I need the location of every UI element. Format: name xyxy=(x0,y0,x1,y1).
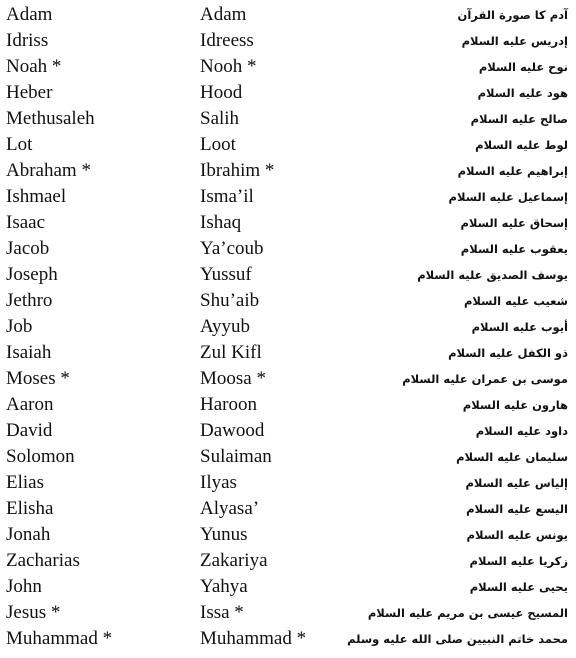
transliterated-name: Yahya xyxy=(200,576,248,597)
arabic-name: هود عليه السلام xyxy=(477,86,568,100)
table-row xyxy=(0,54,576,80)
transliterated-name: Loot xyxy=(200,134,236,155)
arabic-name: المسيح عيسى بن مريم عليه السلام xyxy=(367,606,568,620)
english-name: Isaiah xyxy=(6,342,52,363)
transliterated-name: Salih xyxy=(200,108,240,129)
arabic-name: موسى بن عمران عليه السلام xyxy=(402,372,568,386)
transliterated-name: Yussuf xyxy=(200,264,252,285)
english-name: Jesus * xyxy=(6,602,61,623)
transliterated-name: Zakariya xyxy=(200,550,268,571)
english-name: Elisha xyxy=(6,498,54,519)
table-row xyxy=(0,522,576,548)
table-row xyxy=(0,418,576,444)
table-row xyxy=(0,236,576,262)
english-name: Aaron xyxy=(6,394,54,415)
english-name: Lot xyxy=(6,134,33,155)
arabic-name: اليسع عليه السلام xyxy=(466,502,568,516)
english-name: Elias xyxy=(6,472,44,493)
arabic-name: إدريس عليه السلام xyxy=(461,34,568,48)
prophets-name-table xyxy=(0,2,576,652)
table-row xyxy=(0,366,576,392)
transliterated-name: Hood xyxy=(200,82,243,103)
transliterated-name: Yunus xyxy=(200,524,248,545)
english-name: Methusaleh xyxy=(6,108,95,129)
arabic-name: أيوب عليه السلام xyxy=(471,320,568,334)
english-name: Jethro xyxy=(6,290,53,311)
table-row xyxy=(0,444,576,470)
transliterated-name: Ibrahim * xyxy=(200,160,275,181)
table-row xyxy=(0,132,576,158)
transliterated-name: Dawood xyxy=(200,420,265,441)
table-row xyxy=(0,158,576,184)
arabic-name: ذو الكفل عليه السلام xyxy=(448,346,568,360)
table-row xyxy=(0,496,576,522)
table-row xyxy=(0,2,576,28)
transliterated-name: Ayyub xyxy=(200,316,250,337)
english-name: Muhammad * xyxy=(6,628,113,649)
arabic-name: آدم كا صورة القرآن xyxy=(457,8,568,22)
transliterated-name: Ilyas xyxy=(200,472,237,493)
transliterated-name: Nooh * xyxy=(200,56,257,77)
arabic-name: هارون عليه السلام xyxy=(462,398,568,412)
arabic-name: صالح عليه السلام xyxy=(470,112,568,126)
arabic-name: داود عليه السلام xyxy=(475,424,568,438)
table-row xyxy=(0,340,576,366)
english-name: Job xyxy=(6,316,33,337)
table-row xyxy=(0,262,576,288)
transliterated-name: Alyasa’ xyxy=(200,498,260,519)
table-row xyxy=(0,314,576,340)
english-name: Adam xyxy=(6,4,53,25)
table-row xyxy=(0,288,576,314)
english-name: Solomon xyxy=(6,446,75,467)
english-name: Abraham * xyxy=(6,160,91,181)
transliterated-name: Isma’il xyxy=(200,186,254,207)
english-name: Noah * xyxy=(6,56,62,77)
arabic-name: زكريا عليه السلام xyxy=(469,554,568,568)
table-row xyxy=(0,106,576,132)
arabic-name: يحيى عليه السلام xyxy=(469,580,568,594)
arabic-name: شعيب عليه السلام xyxy=(463,294,568,308)
english-name: John xyxy=(6,576,42,597)
english-name: Idriss xyxy=(6,30,49,51)
arabic-name: محمد خاتم النبيين صلى الله عليه وسلم xyxy=(347,632,568,646)
transliterated-name: Sulaiman xyxy=(200,446,272,467)
table-row xyxy=(0,210,576,236)
english-name: Heber xyxy=(6,82,53,103)
english-name: Ishmael xyxy=(6,186,67,207)
english-name: Isaac xyxy=(6,212,46,233)
arabic-name: نوح عليه السلام xyxy=(478,60,568,74)
table-row xyxy=(0,392,576,418)
transliterated-name: Ishaq xyxy=(200,212,242,233)
table-row xyxy=(0,574,576,600)
transliterated-name: Ya’coub xyxy=(200,238,264,259)
arabic-name: إبراهيم عليه السلام xyxy=(457,164,568,178)
table-row xyxy=(0,470,576,496)
english-name: David xyxy=(6,420,53,441)
arabic-name: إسحاق عليه السلام xyxy=(460,216,568,230)
arabic-name: لوط عليه السلام xyxy=(475,138,568,152)
arabic-name: إلياس عليه السلام xyxy=(465,476,568,490)
english-name: Jacob xyxy=(6,238,50,259)
table-row xyxy=(0,626,576,652)
transliterated-name: Adam xyxy=(200,4,247,25)
table-row xyxy=(0,548,576,574)
transliterated-name: Muhammad * xyxy=(200,628,307,649)
transliterated-name: Haroon xyxy=(200,394,257,415)
table-row xyxy=(0,80,576,106)
english-name: Zacharias xyxy=(6,550,80,571)
english-name: Moses * xyxy=(6,368,70,389)
arabic-name: يعقوب عليه السلام xyxy=(460,242,568,256)
arabic-name: إسماعيل عليه السلام xyxy=(448,190,568,204)
table-row xyxy=(0,28,576,54)
transliterated-name: Idreess xyxy=(200,30,254,51)
english-name: Joseph xyxy=(6,264,58,285)
arabic-name: سليمان عليه السلام xyxy=(456,450,568,464)
table-row xyxy=(0,600,576,626)
transliterated-name: Issa * xyxy=(200,602,244,623)
transliterated-name: Zul Kifl xyxy=(200,342,262,363)
english-name: Jonah xyxy=(6,524,51,545)
arabic-name: يونس عليه السلام xyxy=(466,528,568,542)
transliterated-name: Moosa * xyxy=(200,368,266,389)
arabic-name: يوسف الصديق عليه السلام xyxy=(417,268,568,282)
table-row xyxy=(0,184,576,210)
transliterated-name: Shu’aib xyxy=(200,290,260,311)
